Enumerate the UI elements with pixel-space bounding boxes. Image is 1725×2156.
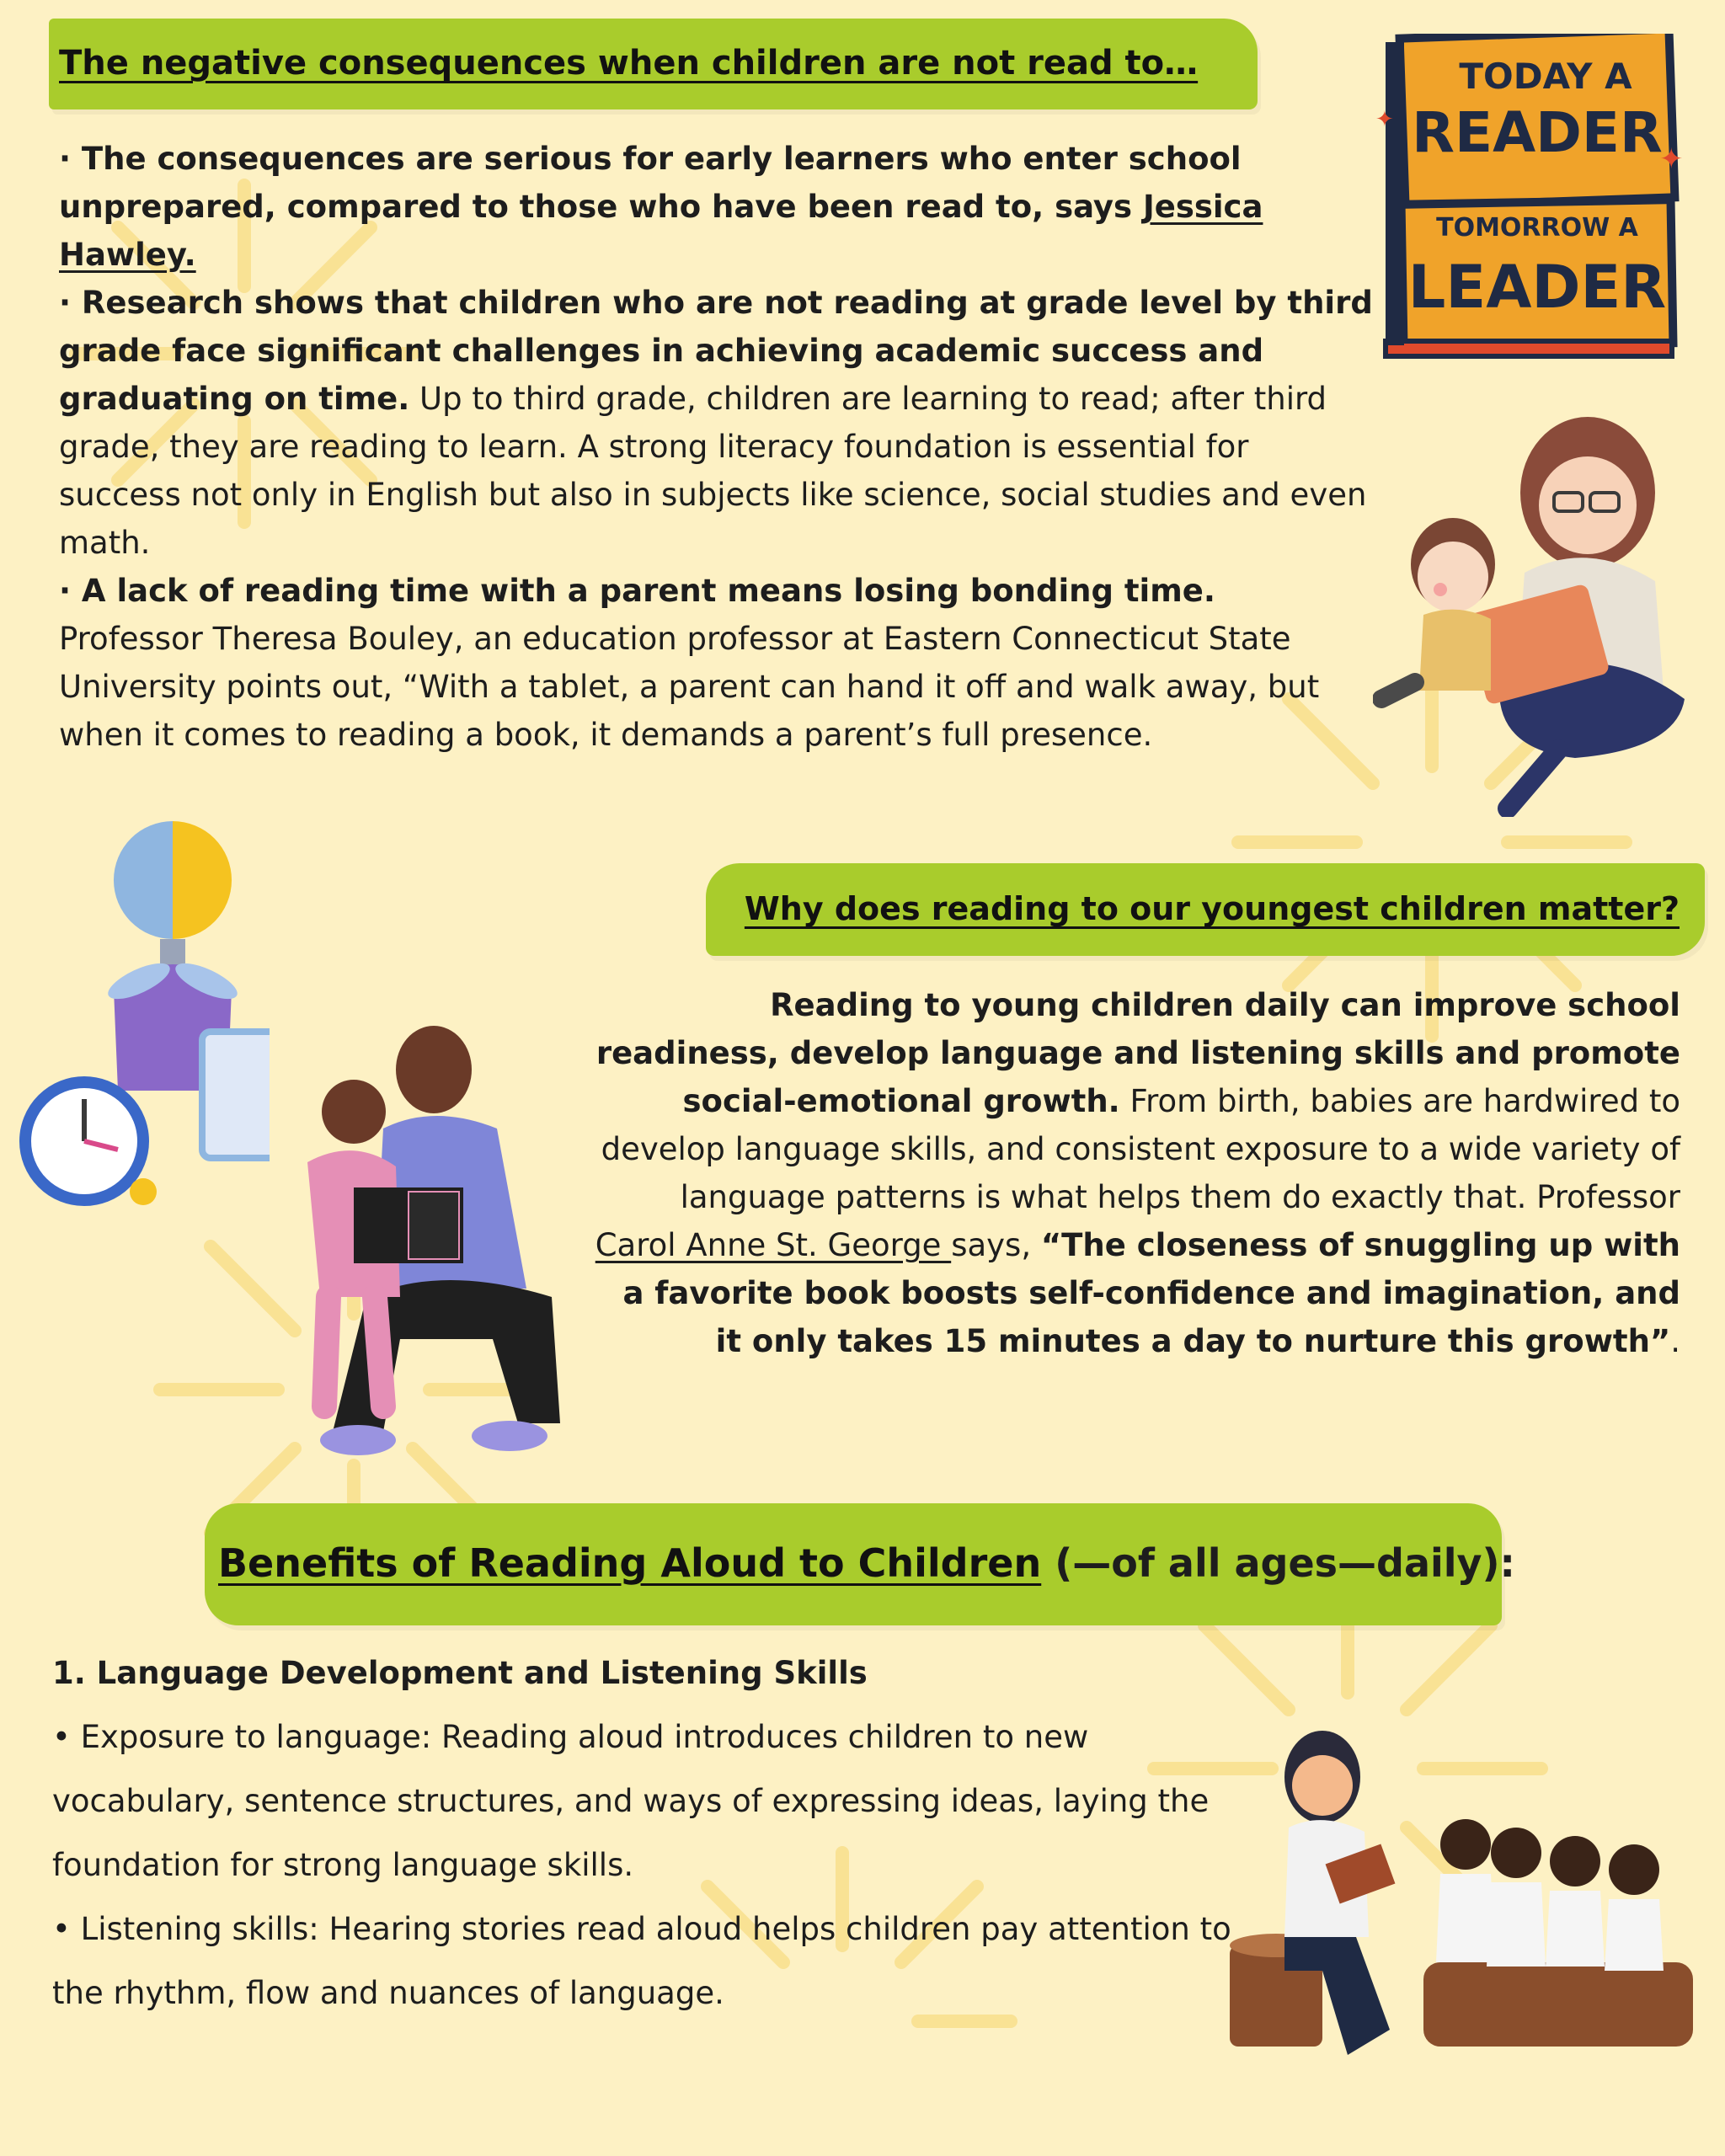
logo-line4: LEADER xyxy=(1407,253,1667,322)
bullet1-bold: · The consequences are serious for early learners who enter school unprepared, compared to those who have been read to, says xyxy=(59,141,1242,225)
why-lead-bold: Reading to young children daily can improve school readiness, develop language and listening skills and promote social-emotional growth. xyxy=(595,987,1680,1119)
why-text1: From birth, babies are hardwired to develop language skills, and consistent exposure to a wide variety of language patterns is what helps them do exactly that. Professor xyxy=(601,1083,1680,1215)
teacher-students-illustration xyxy=(1221,1726,1693,2072)
why-text2: says, xyxy=(951,1227,1041,1263)
why-matter-body xyxy=(590,981,1680,1365)
benefit-item-listening: • Listening skills: Hearing stories read aloud helps children pay attention to the rhythm, flow and nuances of language. xyxy=(52,1911,1231,2011)
jessica-hawley-link[interactable]: Jessica Hawley. xyxy=(59,189,1263,273)
why-end: . xyxy=(1670,1323,1680,1359)
bullet3-bold: · A lack of reading time with a parent means losing bonding time. xyxy=(59,573,1215,609)
bullet2-text: Up to third grade, children are learning to read; after third grade, they are reading to learn. A strong literacy foundation is essential for success not only in English but also in subjects like science, social studies and even math. xyxy=(59,381,1367,561)
svg-text:✦: ✦ xyxy=(1659,142,1684,176)
section-banner-benefits xyxy=(205,1503,1515,1625)
benefit-item-exposure: • Exposure to language: Reading aloud introduces children to new vocabulary, sentence structures, and ways of expressing ideas, laying the foundation for strong language skills. xyxy=(52,1719,1210,1883)
consequences-heading: The negative consequences when children are not read to… xyxy=(59,44,1199,83)
bullet2-bold: · Research shows that children who are not reading at grade level by third grade face significant challenges in achieving academic success and graduating on time. xyxy=(59,285,1373,417)
why-matter-heading: Why does reading to our youngest children matter? xyxy=(744,890,1680,927)
svg-text:✦: ✦ xyxy=(1375,107,1394,132)
carol-anne-st-george-link[interactable]: Carol Anne St. George xyxy=(595,1227,952,1263)
benefits-body xyxy=(52,1648,1265,2025)
section-banner-consequences xyxy=(49,19,1258,109)
brain-lightbulb-illustration xyxy=(0,813,270,1209)
why-quote-bold: “The closeness of snuggling up with a favorite book boosts self-confidence and imagination, and it only takes 15 minutes a day to nurture this growth” xyxy=(622,1227,1680,1359)
consequences-body xyxy=(59,135,1373,759)
logo-line2: READER xyxy=(1412,100,1663,165)
logo-line3: TOMORROW A xyxy=(1436,213,1638,243)
benefits-subheading-1: 1. Language Development and Listening Skills xyxy=(52,1655,868,1691)
father-daughter-reading-illustration xyxy=(274,1019,573,1457)
logo-line1: TODAY A xyxy=(1459,56,1632,97)
mother-reading-illustration xyxy=(1373,413,1693,817)
benefits-heading-underlined: Benefits of Reading Aloud to Children xyxy=(218,1540,1042,1586)
today-a-reader-logo xyxy=(1369,34,1689,371)
benefits-heading-rest: (—of all ages—daily): xyxy=(1041,1540,1515,1586)
section-banner-why-matter xyxy=(706,863,1705,956)
bullet3-text: Professor Theresa Bouley, an education professor at Eastern Connecticut State University points out, “With a tablet, a parent can hand it off and walk away, but when it comes to reading a book, it demands a parent’s full presence. xyxy=(59,621,1320,753)
